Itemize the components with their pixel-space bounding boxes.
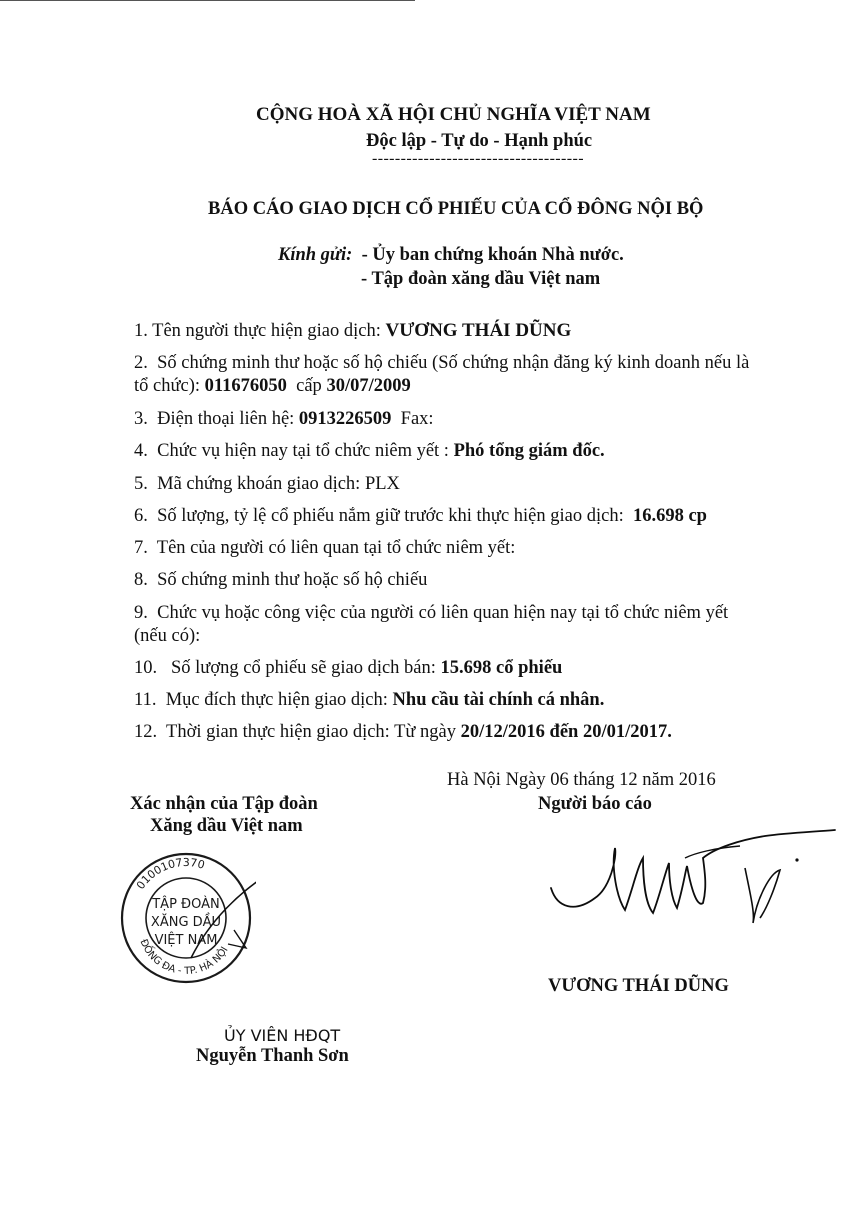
scan-top-border	[0, 0, 415, 1]
list-item-continued: (nếu có):	[134, 626, 201, 646]
company-seal-stamp	[116, 848, 256, 988]
seal-name-3: VIỆT NAM	[154, 933, 218, 948]
recipient-2: - Tập đoàn xăng dầu Việt nam	[361, 269, 601, 289]
recipient-1: - Ủy ban chứng khoán Nhà nước.	[361, 245, 624, 265]
place-date: Hà Nội Ngày 06 tháng 12 năm 2016	[447, 770, 716, 790]
recipients-label: Kính gửi:	[278, 245, 353, 265]
seal-code-text: 0100107370	[133, 855, 207, 892]
header-rule: -------------------------------------	[372, 150, 584, 167]
confirmation-title: Xác nhận của Tập đoàn	[130, 794, 318, 814]
reporter-role: Người báo cáo	[538, 794, 652, 814]
country-heading: CỘNG HOÀ XÃ HỘI CHỦ NGHĨA VIỆT NAM	[256, 104, 651, 125]
list-item: 2. Số chứng minh thư hoặc số hộ chiếu (Số chứng nhận đăng ký kinh doanh nếu là	[134, 353, 750, 373]
list-item: 9. Chức vụ hoặc công việc của người có liên quan hiện nay tại tổ chức niêm yết	[134, 603, 729, 623]
board-member-name: Nguyễn Thanh Sơn	[196, 1046, 349, 1066]
recipients-block	[278, 245, 624, 266]
list-item: 7. Tên của người có liên quan tại tổ chức niêm yết:	[134, 538, 516, 558]
list-item: 5. Mã chứng khoán giao dịch: PLX	[134, 474, 400, 494]
list-item: 10. Số lượng cổ phiếu sẽ giao dịch bán: 15.698 cổ phiếu	[134, 658, 563, 678]
list-item: 4. Chức vụ hiện nay tại tổ chức niêm yết : Phó tổng giám đốc.	[134, 441, 605, 461]
list-item: 3. Điện thoại liên hệ: 0913226509 Fax:	[134, 409, 434, 429]
motto: Độc lập - Tự do - Hạnh phúc	[366, 131, 593, 151]
list-item: 11. Mục đích thực hiện giao dịch: Nhu cầu tài chính cá nhân.	[134, 690, 605, 710]
seal-name-2: XĂNG DẦU	[150, 915, 222, 930]
handwritten-signature	[545, 818, 845, 928]
list-item: 12. Thời gian thực hiện giao dịch: Từ ngày 20/12/2016 đến 20/01/2017.	[134, 722, 672, 742]
list-item: 1. Tên người thực hiện giao dịch: VƯƠNG THÁI DŨNG	[134, 320, 572, 341]
list-item: 8. Số chứng minh thư hoặc số hộ chiếu	[134, 570, 428, 590]
board-position: ỦY VIÊN HĐQT	[224, 1026, 341, 1045]
list-item-continued: tổ chức): 011676050 cấp 30/07/2009	[134, 376, 411, 396]
seal-name-1: TẬP ĐOÀN	[152, 897, 220, 912]
confirmation-org: Xăng dầu Việt nam	[150, 816, 303, 836]
list-item: 6. Số lượng, tỷ lệ cổ phiếu nắm giữ trước khi thực hiện giao dịch: 16.698 cp	[134, 506, 707, 526]
document-title: BÁO CÁO GIAO DỊCH CỔ PHIẾU CỦA CỔ ĐÔNG NỘI BỘ	[208, 199, 704, 219]
reporter-name: VƯƠNG THÁI DŨNG	[548, 976, 729, 996]
seal-place-text: ĐỐNG ĐA - TP. HÀ NỘI	[137, 937, 231, 978]
